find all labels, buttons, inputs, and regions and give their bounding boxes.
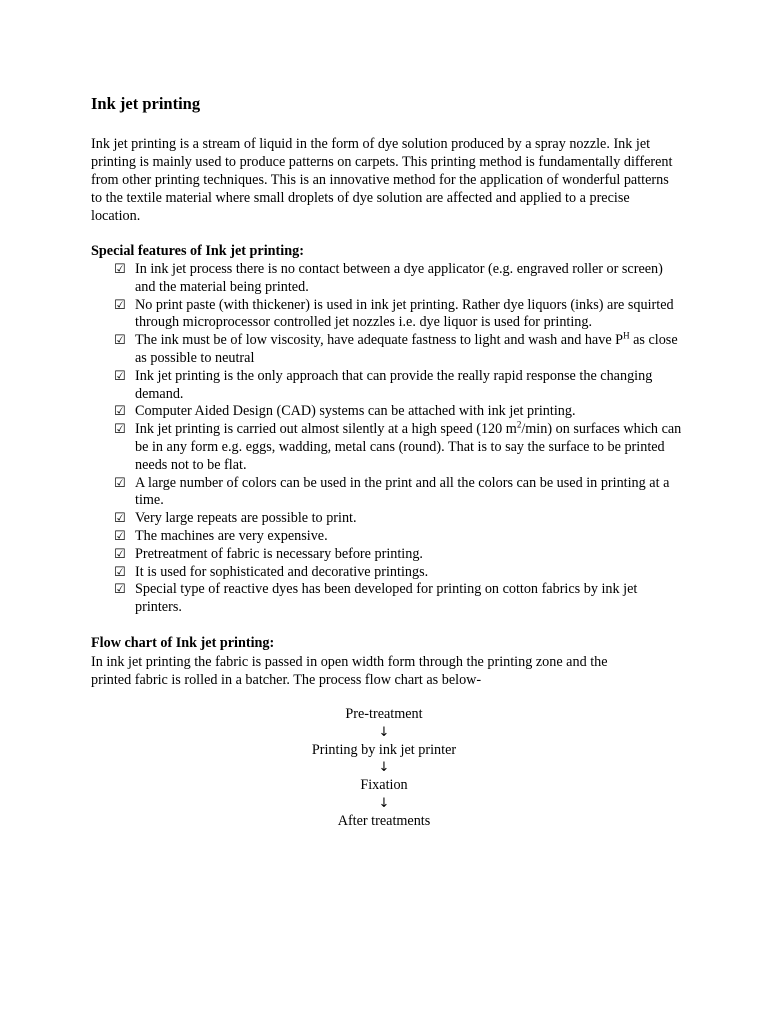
checkbox-icon: ☑ bbox=[114, 475, 126, 491]
arrow-down-icon: ↓ bbox=[378, 760, 390, 776]
arrow-down-icon: ↓ bbox=[378, 724, 390, 740]
flow-step: Fixation bbox=[360, 777, 408, 794]
list-item bbox=[114, 546, 684, 564]
list-item-text: Ink jet printing is the only approach that can provide the really rapid response the changing demand. bbox=[135, 367, 653, 402]
flow-chart bbox=[234, 706, 534, 831]
superscript: 2 bbox=[516, 419, 522, 430]
list-item bbox=[114, 261, 684, 297]
list-item-text-part: /min) on surfaces which can be in any form e.g. eggs, wadding, metal cans (round). That is to say the surface to be printed needs not to be flat. bbox=[135, 421, 682, 473]
list-item bbox=[114, 368, 684, 404]
list-item-text: Special type of reactive dyes has been developed for printing on cotton fabrics by ink jet printers. bbox=[135, 581, 638, 616]
checkbox-icon: ☑ bbox=[114, 404, 126, 420]
checkbox-icon: ☑ bbox=[114, 262, 126, 277]
list-item-text-part: The ink must be of low viscosity, have adequate fastness to light and wash and have P bbox=[135, 332, 624, 349]
list-item bbox=[114, 475, 684, 511]
list-item-text: The machines are very expensive. bbox=[135, 527, 328, 544]
list-item-text: In ink jet process there is no contact between a dye applicator (e.g. engraved roller or screen) and the material being printed. bbox=[135, 261, 663, 295]
list-item-text: A large number of colors can be used in the print and all the colors can be used in printing at a time. bbox=[135, 474, 670, 509]
checkbox-icon: ☑ bbox=[114, 582, 126, 598]
flow-intro-paragraph: In ink jet printing the fabric is passed in open width form through the printing zone and the printed fabric is rolled in a batcher. The process flow chart as below- bbox=[91, 654, 608, 688]
list-item-text-part: as close as possible to neutral bbox=[135, 332, 678, 366]
list-item bbox=[114, 510, 684, 528]
list-item-text: Pretreatment of fabric is necessary before printing. bbox=[135, 545, 423, 562]
checkbox-icon: ☑ bbox=[114, 297, 126, 313]
list-item bbox=[114, 403, 684, 421]
list-item-text: It is used for sophisticated and decorative printings. bbox=[135, 563, 429, 580]
checkbox-icon: ☑ bbox=[114, 511, 126, 527]
flow-step: After treatments bbox=[337, 812, 431, 829]
intro-paragraph: Ink jet printing is a stream of liquid in the form of dye solution produced by a spray nozzle. Ink jet printing is mainly used to produce patterns on carpets. This printing method is fundamentally different from other printing techniques. This is an innovative method for the application of wonderful patterns to the textile material where small droplets of dye solution are affected and applied to a precise location. bbox=[91, 136, 673, 224]
arrow-down-icon: ↓ bbox=[378, 795, 390, 811]
flow-step: Printing by ink jet printer bbox=[311, 741, 457, 758]
list-item bbox=[114, 564, 684, 582]
list-item bbox=[114, 297, 684, 333]
flow-heading: Flow chart of Ink jet printing: bbox=[91, 635, 275, 651]
list-item bbox=[114, 332, 684, 368]
checkbox-icon: ☑ bbox=[114, 422, 126, 438]
list-item-text bbox=[135, 332, 678, 366]
list-item bbox=[114, 581, 684, 617]
list-item-text-part: Ink jet printing is carried out almost silently at a high speed (120 m bbox=[135, 421, 517, 438]
checkbox-icon: ☑ bbox=[114, 368, 126, 384]
flow-step: Pre-treatment bbox=[345, 706, 423, 722]
checkbox-icon: ☑ bbox=[114, 333, 126, 349]
list-item-text: No print paste (with thickener) is used in ink jet printing. Rather dye liquors (inks) are squirted through microprocessor controlled jet nozzles i.e. dye liquor is used for printing. bbox=[135, 296, 674, 331]
checkbox-icon: ☑ bbox=[114, 528, 126, 544]
page-title: Ink jet printing bbox=[91, 94, 201, 113]
list-item-text bbox=[135, 421, 681, 473]
list-item bbox=[114, 528, 684, 546]
list-item bbox=[114, 421, 684, 474]
checkbox-icon: ☑ bbox=[114, 564, 126, 580]
list-item-text: Very large repeats are possible to print. bbox=[135, 510, 357, 527]
checkbox-icon: ☑ bbox=[114, 546, 126, 562]
features-heading: Special features of Ink jet printing: bbox=[91, 243, 304, 259]
features-list bbox=[114, 261, 684, 617]
list-item-text: Computer Aided Design (CAD) systems can be attached with ink jet printing. bbox=[135, 403, 576, 420]
superscript: H bbox=[623, 330, 630, 341]
